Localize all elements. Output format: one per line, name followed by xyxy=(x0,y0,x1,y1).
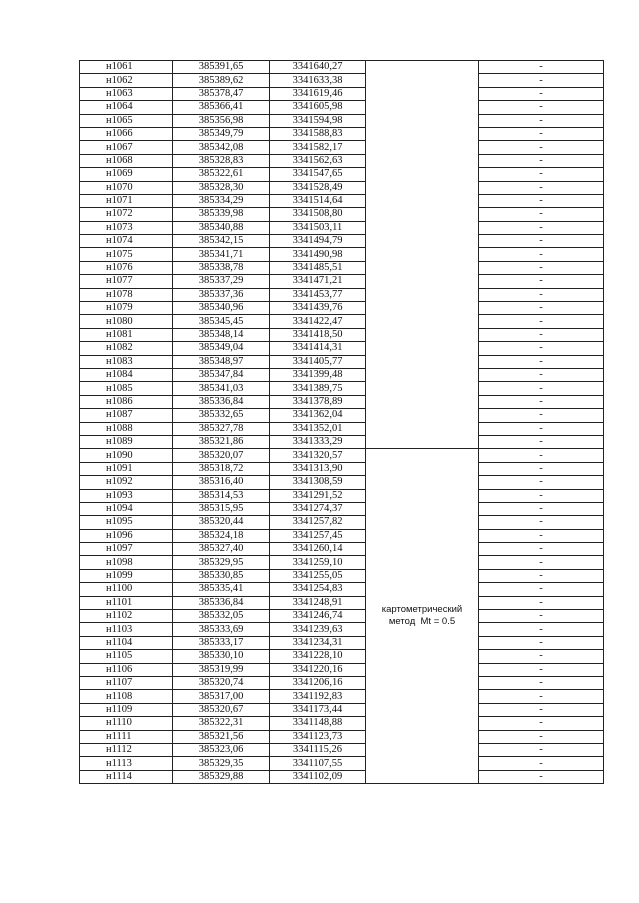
table-row xyxy=(80,382,604,395)
table-row xyxy=(80,623,604,636)
table-row xyxy=(80,730,604,743)
point-id-cell: н1071 xyxy=(80,194,173,207)
x-coordinate-cell: 385356,98 xyxy=(173,114,270,127)
dash-cell: - xyxy=(479,663,604,676)
table-row xyxy=(80,342,604,355)
dash-cell: - xyxy=(479,288,604,301)
method-cell xyxy=(366,449,479,784)
y-coordinate-cell: 3341333,29 xyxy=(270,435,366,448)
table-row xyxy=(80,194,604,207)
x-coordinate-cell: 385366,41 xyxy=(173,101,270,114)
y-coordinate-cell: 3341234,31 xyxy=(270,636,366,649)
dash-cell: - xyxy=(479,194,604,207)
dash-cell: - xyxy=(479,462,604,475)
dash-cell: - xyxy=(479,141,604,154)
table-row xyxy=(80,529,604,542)
dash-cell: - xyxy=(479,127,604,140)
dash-cell: - xyxy=(479,328,604,341)
y-coordinate-cell: 3341494,79 xyxy=(270,235,366,248)
y-coordinate-cell: 3341414,31 xyxy=(270,342,366,355)
y-coordinate-cell: 3341248,91 xyxy=(270,596,366,609)
point-id-cell: н1086 xyxy=(80,395,173,408)
point-id-cell: н1068 xyxy=(80,154,173,167)
x-coordinate-cell: 385333,69 xyxy=(173,623,270,636)
point-id-cell: н1090 xyxy=(80,449,173,462)
point-id-cell: н1092 xyxy=(80,476,173,489)
y-coordinate-cell: 3341619,46 xyxy=(270,87,366,100)
point-id-cell: н1096 xyxy=(80,529,173,542)
point-id-cell: н1079 xyxy=(80,302,173,315)
dash-cell: - xyxy=(479,516,604,529)
table-row xyxy=(80,449,604,462)
dash-cell: - xyxy=(479,101,604,114)
point-id-cell: н1111 xyxy=(80,730,173,743)
table-row xyxy=(80,114,604,127)
x-coordinate-cell: 385335,41 xyxy=(173,583,270,596)
x-coordinate-cell: 385378,47 xyxy=(173,87,270,100)
table-row xyxy=(80,717,604,730)
point-id-cell: н1061 xyxy=(80,61,173,74)
y-coordinate-cell: 3341255,05 xyxy=(270,569,366,582)
table-row xyxy=(80,221,604,234)
y-coordinate-cell: 3341594,98 xyxy=(270,114,366,127)
point-id-cell: н1077 xyxy=(80,275,173,288)
x-coordinate-cell: 385338,78 xyxy=(173,261,270,274)
y-coordinate-cell: 3341148,88 xyxy=(270,717,366,730)
point-id-cell: н1078 xyxy=(80,288,173,301)
y-coordinate-cell: 3341308,59 xyxy=(270,476,366,489)
table-row xyxy=(80,543,604,556)
point-id-cell: н1075 xyxy=(80,248,173,261)
y-coordinate-cell: 3341490,98 xyxy=(270,248,366,261)
point-id-cell: н1108 xyxy=(80,690,173,703)
y-coordinate-cell: 3341514,64 xyxy=(270,194,366,207)
y-coordinate-cell: 3341257,45 xyxy=(270,529,366,542)
y-coordinate-cell: 3341260,14 xyxy=(270,543,366,556)
table-row xyxy=(80,663,604,676)
point-id-cell: н1070 xyxy=(80,181,173,194)
point-id-cell: н1081 xyxy=(80,328,173,341)
dash-cell: - xyxy=(479,74,604,87)
dash-cell: - xyxy=(479,449,604,462)
point-id-cell: н1114 xyxy=(80,770,173,783)
dash-cell: - xyxy=(479,154,604,167)
dash-cell: - xyxy=(479,409,604,422)
method-cell-empty xyxy=(366,61,479,449)
table-row xyxy=(80,168,604,181)
point-id-cell: н1087 xyxy=(80,409,173,422)
y-coordinate-cell: 3341206,16 xyxy=(270,676,366,689)
dash-cell: - xyxy=(479,476,604,489)
dash-cell: - xyxy=(479,717,604,730)
dash-cell: - xyxy=(479,261,604,274)
point-id-cell: н1065 xyxy=(80,114,173,127)
dash-cell: - xyxy=(479,382,604,395)
method-label-line1: картометрический xyxy=(381,604,463,616)
point-id-cell: н1105 xyxy=(80,650,173,663)
point-id-cell: н1095 xyxy=(80,516,173,529)
coordinates-table-body xyxy=(80,61,604,784)
point-id-cell: н1082 xyxy=(80,342,173,355)
dash-cell: - xyxy=(479,315,604,328)
table-row xyxy=(80,288,604,301)
table-row xyxy=(80,676,604,689)
x-coordinate-cell: 385332,65 xyxy=(173,409,270,422)
point-id-cell: н1100 xyxy=(80,583,173,596)
point-id-cell: н1094 xyxy=(80,502,173,515)
y-coordinate-cell: 3341257,82 xyxy=(270,516,366,529)
x-coordinate-cell: 385328,30 xyxy=(173,181,270,194)
x-coordinate-cell: 385327,40 xyxy=(173,543,270,556)
y-coordinate-cell: 3341274,37 xyxy=(270,502,366,515)
table-row xyxy=(80,315,604,328)
point-id-cell: н1083 xyxy=(80,355,173,368)
dash-cell: - xyxy=(479,87,604,100)
y-coordinate-cell: 3341503,11 xyxy=(270,221,366,234)
x-coordinate-cell: 385319,99 xyxy=(173,663,270,676)
y-coordinate-cell: 3341246,74 xyxy=(270,610,366,623)
x-coordinate-cell: 385389,62 xyxy=(173,74,270,87)
table-row xyxy=(80,435,604,448)
table-row xyxy=(80,690,604,703)
table-row xyxy=(80,596,604,609)
table-row xyxy=(80,74,604,87)
y-coordinate-cell: 3341107,55 xyxy=(270,757,366,770)
dash-cell: - xyxy=(479,208,604,221)
table-row xyxy=(80,235,604,248)
table-row xyxy=(80,636,604,649)
y-coordinate-cell: 3341228,10 xyxy=(270,650,366,663)
y-coordinate-cell: 3341582,17 xyxy=(270,141,366,154)
x-coordinate-cell: 385329,88 xyxy=(173,770,270,783)
table-row xyxy=(80,275,604,288)
dash-cell: - xyxy=(479,676,604,689)
y-coordinate-cell: 3341254,83 xyxy=(270,583,366,596)
y-coordinate-cell: 3341362,04 xyxy=(270,409,366,422)
dash-cell: - xyxy=(479,529,604,542)
table-row xyxy=(80,703,604,716)
x-coordinate-cell: 385322,31 xyxy=(173,717,270,730)
dash-cell: - xyxy=(479,543,604,556)
table-row xyxy=(80,87,604,100)
dash-cell: - xyxy=(479,422,604,435)
table-row xyxy=(80,368,604,381)
table-row xyxy=(80,328,604,341)
table-row xyxy=(80,650,604,663)
y-coordinate-cell: 3341588,83 xyxy=(270,127,366,140)
table-row xyxy=(80,770,604,783)
y-coordinate-cell: 3341192,83 xyxy=(270,690,366,703)
dash-cell: - xyxy=(479,583,604,596)
x-coordinate-cell: 385327,78 xyxy=(173,422,270,435)
point-id-cell: н1107 xyxy=(80,676,173,689)
y-coordinate-cell: 3341453,77 xyxy=(270,288,366,301)
dash-cell: - xyxy=(479,569,604,582)
x-coordinate-cell: 385391,65 xyxy=(173,61,270,74)
table-row xyxy=(80,261,604,274)
x-coordinate-cell: 385328,83 xyxy=(173,154,270,167)
x-coordinate-cell: 385332,05 xyxy=(173,610,270,623)
x-coordinate-cell: 385322,61 xyxy=(173,168,270,181)
table-row xyxy=(80,583,604,596)
x-coordinate-cell: 385330,85 xyxy=(173,569,270,582)
point-id-cell: н1074 xyxy=(80,235,173,248)
table-row xyxy=(80,462,604,475)
dash-cell: - xyxy=(479,342,604,355)
dash-cell: - xyxy=(479,221,604,234)
point-id-cell: н1088 xyxy=(80,422,173,435)
coordinates-table xyxy=(79,60,604,784)
y-coordinate-cell: 3341313,90 xyxy=(270,462,366,475)
table-row xyxy=(80,569,604,582)
y-coordinate-cell: 3341378,89 xyxy=(270,395,366,408)
table-row xyxy=(80,422,604,435)
y-coordinate-cell: 3341389,75 xyxy=(270,382,366,395)
point-id-cell: н1109 xyxy=(80,703,173,716)
x-coordinate-cell: 385334,29 xyxy=(173,194,270,207)
y-coordinate-cell: 3341352,01 xyxy=(270,422,366,435)
dash-cell: - xyxy=(479,368,604,381)
table-row xyxy=(80,556,604,569)
dash-cell: - xyxy=(479,435,604,448)
point-id-cell: н1101 xyxy=(80,596,173,609)
dash-cell: - xyxy=(479,636,604,649)
dash-cell: - xyxy=(479,275,604,288)
y-coordinate-cell: 3341439,76 xyxy=(270,302,366,315)
table-row xyxy=(80,181,604,194)
dash-cell: - xyxy=(479,302,604,315)
dash-cell: - xyxy=(479,650,604,663)
y-coordinate-cell: 3341291,52 xyxy=(270,489,366,502)
point-id-cell: н1112 xyxy=(80,743,173,756)
x-coordinate-cell: 385339,98 xyxy=(173,208,270,221)
table-row xyxy=(80,101,604,114)
dash-cell: - xyxy=(479,168,604,181)
x-coordinate-cell: 385340,96 xyxy=(173,302,270,315)
point-id-cell: н1085 xyxy=(80,382,173,395)
x-coordinate-cell: 385314,53 xyxy=(173,489,270,502)
dash-cell: - xyxy=(479,757,604,770)
table-row xyxy=(80,502,604,515)
x-coordinate-cell: 385320,44 xyxy=(173,516,270,529)
y-coordinate-cell: 3341547,65 xyxy=(270,168,366,181)
y-coordinate-cell: 3341508,80 xyxy=(270,208,366,221)
y-coordinate-cell: 3341640,27 xyxy=(270,61,366,74)
dash-cell: - xyxy=(479,502,604,515)
dash-cell: - xyxy=(479,395,604,408)
dash-cell: - xyxy=(479,248,604,261)
dash-cell: - xyxy=(479,730,604,743)
x-coordinate-cell: 385320,67 xyxy=(173,703,270,716)
x-coordinate-cell: 385320,74 xyxy=(173,676,270,689)
dash-cell: - xyxy=(479,61,604,74)
point-id-cell: н1080 xyxy=(80,315,173,328)
method-label-line2: метод Mt = 0.5 xyxy=(388,616,456,628)
y-coordinate-cell: 3341220,16 xyxy=(270,663,366,676)
x-coordinate-cell: 385317,00 xyxy=(173,690,270,703)
y-coordinate-cell: 3341485,51 xyxy=(270,261,366,274)
dash-cell: - xyxy=(479,610,604,623)
point-id-cell: н1069 xyxy=(80,168,173,181)
x-coordinate-cell: 385316,40 xyxy=(173,476,270,489)
point-id-cell: н1104 xyxy=(80,636,173,649)
y-coordinate-cell: 3341562,63 xyxy=(270,154,366,167)
dash-cell: - xyxy=(479,770,604,783)
x-coordinate-cell: 385329,95 xyxy=(173,556,270,569)
table-row xyxy=(80,476,604,489)
table-row xyxy=(80,610,604,623)
x-coordinate-cell: 385340,88 xyxy=(173,221,270,234)
table-row xyxy=(80,355,604,368)
x-coordinate-cell: 385349,79 xyxy=(173,127,270,140)
point-id-cell: н1064 xyxy=(80,101,173,114)
point-id-cell: н1062 xyxy=(80,74,173,87)
x-coordinate-cell: 385336,84 xyxy=(173,395,270,408)
x-coordinate-cell: 385318,72 xyxy=(173,462,270,475)
x-coordinate-cell: 385337,36 xyxy=(173,288,270,301)
point-id-cell: н1098 xyxy=(80,556,173,569)
point-id-cell: н1093 xyxy=(80,489,173,502)
table-row xyxy=(80,743,604,756)
dash-cell: - xyxy=(479,235,604,248)
point-id-cell: н1097 xyxy=(80,543,173,556)
dash-cell: - xyxy=(479,181,604,194)
point-id-cell: н1067 xyxy=(80,141,173,154)
x-coordinate-cell: 385336,84 xyxy=(173,596,270,609)
table-row xyxy=(80,395,604,408)
table-row xyxy=(80,489,604,502)
point-id-cell: н1110 xyxy=(80,717,173,730)
point-id-cell: н1102 xyxy=(80,610,173,623)
y-coordinate-cell: 3341422,47 xyxy=(270,315,366,328)
table-row xyxy=(80,141,604,154)
dash-cell: - xyxy=(479,703,604,716)
table-row xyxy=(80,757,604,770)
point-id-cell: н1072 xyxy=(80,208,173,221)
x-coordinate-cell: 385330,10 xyxy=(173,650,270,663)
point-id-cell: н1091 xyxy=(80,462,173,475)
point-id-cell: н1106 xyxy=(80,663,173,676)
y-coordinate-cell: 3341528,49 xyxy=(270,181,366,194)
x-coordinate-cell: 385321,56 xyxy=(173,730,270,743)
x-coordinate-cell: 385341,03 xyxy=(173,382,270,395)
y-coordinate-cell: 3341418,50 xyxy=(270,328,366,341)
point-id-cell: н1099 xyxy=(80,569,173,582)
y-coordinate-cell: 3341102,09 xyxy=(270,770,366,783)
y-coordinate-cell: 3341320,57 xyxy=(270,449,366,462)
dash-cell: - xyxy=(479,556,604,569)
point-id-cell: н1103 xyxy=(80,623,173,636)
dash-cell: - xyxy=(479,623,604,636)
table-row xyxy=(80,154,604,167)
y-coordinate-cell: 3341633,38 xyxy=(270,74,366,87)
x-coordinate-cell: 385329,35 xyxy=(173,757,270,770)
table-row xyxy=(80,302,604,315)
point-id-cell: н1076 xyxy=(80,261,173,274)
dash-cell: - xyxy=(479,489,604,502)
x-coordinate-cell: 385349,04 xyxy=(173,342,270,355)
table-row xyxy=(80,248,604,261)
y-coordinate-cell: 3341471,21 xyxy=(270,275,366,288)
y-coordinate-cell: 3341605,98 xyxy=(270,101,366,114)
y-coordinate-cell: 3341123,73 xyxy=(270,730,366,743)
point-id-cell: н1084 xyxy=(80,368,173,381)
table-row xyxy=(80,127,604,140)
dash-cell: - xyxy=(479,596,604,609)
x-coordinate-cell: 385337,29 xyxy=(173,275,270,288)
dash-cell: - xyxy=(479,114,604,127)
table-row xyxy=(80,409,604,422)
x-coordinate-cell: 385324,18 xyxy=(173,529,270,542)
x-coordinate-cell: 385320,07 xyxy=(173,449,270,462)
point-id-cell: н1063 xyxy=(80,87,173,100)
x-coordinate-cell: 385341,71 xyxy=(173,248,270,261)
table-row xyxy=(80,516,604,529)
y-coordinate-cell: 3341115,26 xyxy=(270,743,366,756)
dash-cell: - xyxy=(479,355,604,368)
x-coordinate-cell: 385323,06 xyxy=(173,743,270,756)
dash-cell: - xyxy=(479,690,604,703)
x-coordinate-cell: 385342,08 xyxy=(173,141,270,154)
point-id-cell: н1066 xyxy=(80,127,173,140)
table-row xyxy=(80,208,604,221)
y-coordinate-cell: 3341405,77 xyxy=(270,355,366,368)
point-id-cell: н1089 xyxy=(80,435,173,448)
x-coordinate-cell: 385342,15 xyxy=(173,235,270,248)
dash-cell: - xyxy=(479,743,604,756)
point-id-cell: н1113 xyxy=(80,757,173,770)
table-row xyxy=(80,61,604,74)
point-id-cell: н1073 xyxy=(80,221,173,234)
x-coordinate-cell: 385345,45 xyxy=(173,315,270,328)
x-coordinate-cell: 385321,86 xyxy=(173,435,270,448)
x-coordinate-cell: 385333,17 xyxy=(173,636,270,649)
x-coordinate-cell: 385348,14 xyxy=(173,328,270,341)
y-coordinate-cell: 3341239,63 xyxy=(270,623,366,636)
x-coordinate-cell: 385347,84 xyxy=(173,368,270,381)
y-coordinate-cell: 3341173,44 xyxy=(270,703,366,716)
y-coordinate-cell: 3341259,10 xyxy=(270,556,366,569)
x-coordinate-cell: 385315,95 xyxy=(173,502,270,515)
y-coordinate-cell: 3341399,48 xyxy=(270,368,366,381)
x-coordinate-cell: 385348,97 xyxy=(173,355,270,368)
